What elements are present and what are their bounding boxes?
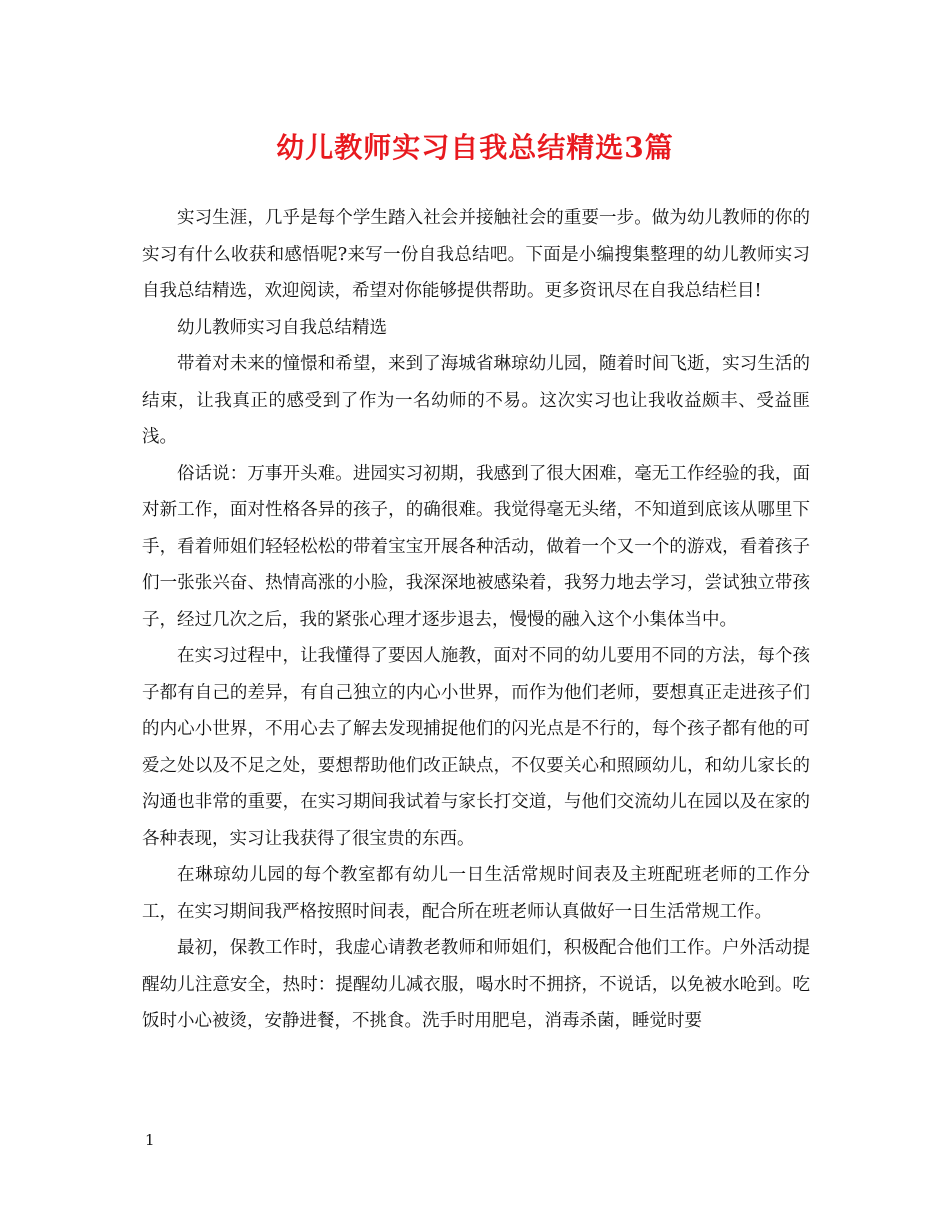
document-body: [142, 200, 810, 1040]
page-number: 1: [145, 1131, 155, 1149]
paragraph-care-work: 最初，保教工作时，我虚心请教老教师和师姐们，积极配合他们工作。户外活动提醒幼儿注意安全，热时：提醒幼儿减衣服，喝水时不拥挤，不说话，以免被水呛到。吃饭时小心被烫，安静进餐，不挑食。洗手时用肥皂，消毒杀菌，睡觉时要: [142, 938, 810, 1031]
paragraph-subheading: 幼儿教师实习自我总结精选: [177, 317, 387, 338]
document-title: 幼儿教师实习自我总结精选3篇: [276, 131, 674, 164]
paragraph-intro: 实习生涯，几乎是每个学生踏入社会并接触社会的重要一步。做为幼儿教师的你的实习有什么收获和感悟呢?来写一份自我总结吧。下面是小编搜集整理的幼儿教师实习自我总结精选，欢迎阅读，希望对你能够提供帮助。更多资讯尽在自我总结栏目!: [142, 208, 810, 301]
paragraph-schedule: 在琳琼幼儿园的每个教室都有幼儿一日生活常规时间表及主班配班老师的工作分工，在实习期间我严格按照时间表，配合所在班老师认真做好一日生活常规工作。: [142, 865, 810, 922]
paragraph-beginning: 俗话说：万事开头难。进园实习初期，我感到了很大困难，毫无工作经验的我，面对新工作，面对性格各异的孩子，的确很难。我觉得毫无头绪，不知道到底该从哪里下手，看着师姐们轻轻松松的带着宝宝开展各种活动，做着一个又一个的游戏，看着孩子们一张张兴奋、热情高涨的小脸，我深深地被感染着，我努力地去学习，尝试独立带孩子，经过几次之后，我的紧张心理才逐步退去，慢慢的融入这个小集体当中。: [142, 463, 810, 630]
paragraph-arrival: 带着对未来的憧憬和希望，来到了海城省琳琼幼儿园，随着时间飞逝，实习生活的结束，让我真正的感受到了作为一名幼师的不易。这次实习也让我收益颇丰、受益匪浅。: [142, 354, 810, 447]
paragraph-teaching: 在实习过程中，让我懂得了要因人施教，面对不同的幼儿要用不同的方法，每个孩子都有自己的差异，有自己独立的内心小世界，而作为他们老师，要想真正走进孩子们的内心小世界，不用心去了解去发现捕捉他们的闪光点是不行的，每个孩子都有他的可爱之处以及不足之处，要想帮助他们改正缺点，不仅要关心和照顾幼儿，和幼儿家长的沟通也非常的重要，在实习期间我试着与家长打交道，与他们交流幼儿在园以及在家的各种表现，实习让我获得了很宝贵的东西。: [142, 646, 810, 849]
